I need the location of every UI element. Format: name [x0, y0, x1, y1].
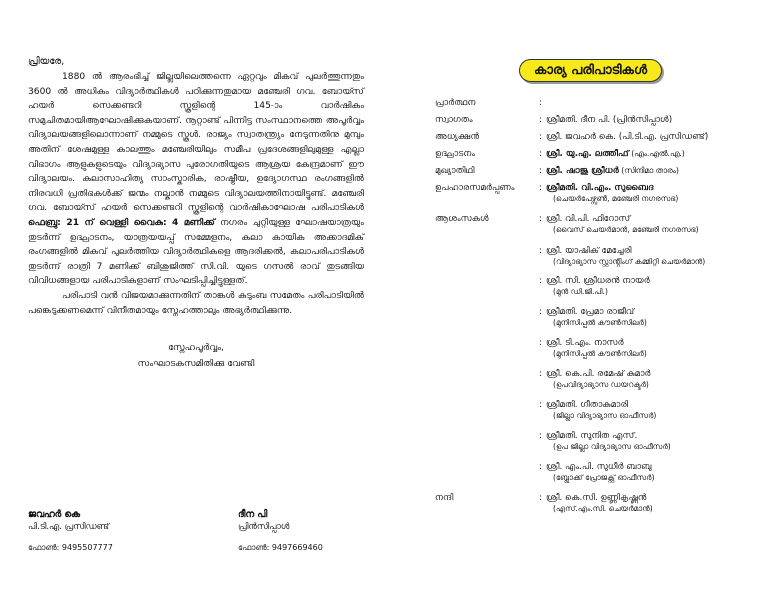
program-colon: : — [539, 98, 542, 108]
program-person-designation: (എസ്.എം.സി. ചെയർമാൻ) — [553, 504, 653, 513]
program-person-designation: (ഉപവിദ്യാഭ്യാസ ഡയറക്ടർ) — [553, 380, 649, 389]
program-person-name: ശ്രീ. ടി.എം. നാസർ — [546, 338, 624, 348]
program-value — [546, 400, 756, 421]
program-person-name: ശ്രീ. എം.പി. സുധീർ ബാബു — [546, 462, 652, 472]
signatory-title: പ്രിൻസിപ്പാൾ — [238, 522, 290, 532]
program-person-designation: (വൈസ് ചെയർമാൻ, മഞ്ചേരി നഗരസഭ) — [553, 225, 699, 234]
program-person-name: ശ്രീമതി. ദീന പി. (പ്രിൻസിപ്പാൾ) — [546, 115, 673, 125]
program-value — [546, 214, 756, 235]
program-role: പ്രാർത്ഥന — [435, 98, 476, 108]
program-value — [546, 183, 756, 204]
program-colon: : — [539, 369, 542, 379]
program-person-name: ശ്രീ. ഷാജു ശ്രീധർ — [546, 166, 619, 176]
program-colon: : — [539, 132, 542, 142]
letter-text-a: 1880 ൽ ആരംഭിച്ച് ജില്ലയിലെത്തന്നെ ഏറ്റവും മികവ് പുലർത്തുന്നതും 3600 ൽ അധികം വിദ്യാർത്ഥികൾ പഠിക്കുന്നതുമായ മഞ്ചേരി ഗവ. ബോയ്സ് ഹയർ സെക്കണ്ടറി സ്കൂളിന്റെ 145-ാം വാർഷികം സമുചിതമായിആഘോഷിക്കുകയാണ്. നൂറ്റാണ്ട് പിന്നിട്ട സംസ്ഥാനത്തെ അപൂർവ്വം വിദ്യാലയങ്ങളിലൊന്നാണ് നമ്മുടെ സ്കൂൾ. രാജ്യം സ്വാതന്ത്ര്യം നേടുന്നതിനു മുമ്പും അതിന് ശേഷമുള്ള കാലത്തും മഞ്ചേരിയിലും സമീപ പ്രദേശങ്ങളിലുമുള്ള എല്ലാ വിഭാഗം ആളുകളുടെയും വിദ്യാഭ്യാസ പുരോഗതിയുടെ ആശ്രയ കേന്ദ്രമാണ് ഈ വിദ്യാലയം. കലാസാഹിത്യ സാംസ്കാരിക, രാഷ്ട്രീയ, ഉദ്യോഗസ്ഥ രംഗങ്ങളിൽ നിരവധി പ്രതിഭകൾക്ക് ജന്മം നല്കാൻ നമ്മുടെ വിദ്യാലയത്തിനായിട്ടുണ്ട്. മഞ്ചേരി ഗവ. ബോയ്സ് ഹയർ സെക്കണ്ടറി സ്കൂളിന്റെ വാർഷികാഘോഷ പരിപാടികൾ — [28, 72, 364, 214]
signatory-2 — [238, 508, 323, 554]
program-value — [546, 338, 756, 359]
program-colon: : — [539, 276, 542, 286]
program-colon: : — [539, 307, 542, 317]
program-value — [546, 369, 756, 390]
program-colon: : — [539, 183, 542, 193]
signoff — [28, 340, 364, 372]
program-person — [546, 183, 756, 193]
program-person — [546, 149, 756, 159]
program-person-name: ശ്രീ. കെ.സി. ഉണ്ണികൃഷ്ണൻ — [546, 493, 647, 503]
letter-paragraph-1 — [28, 70, 364, 289]
program-value — [546, 115, 756, 125]
program-person-designation: (ഉപ ജില്ലാ വിദ്യാഭ്യാസ ഓഫീസർ) — [553, 442, 671, 451]
program-role: നന്ദി — [435, 493, 454, 503]
program-person — [546, 132, 756, 142]
letter-text-b: നഗരം ചുറ്റിയുള്ള ഘോഷയാത്രയും തുടർന്ന് ഉദ്ഘാടനം, യാത്രയയപ്പ് സമ്മേളനം, കലാ കായിക അക്കാദമിക് രംഗങ്ങളിൽ മികവ് പുലർത്തിയ വിദ്യാർത്ഥികളെ ആദരിക്കൽ, കലാപരിപാടികൾ തുടർന്ന് രാത്രി 7 മണിക്ക് ബിശുജിത്ത് സി.വി. യുടെ ഗസൽ രാവ് തുടങ്ങിയ വിവിധങ്ങളായ പരിപാടികളാണ് സംഘടിപ്പിച്ചിട്ടുള്ളത്. — [28, 217, 364, 287]
program-person-name: ശ്രീ. കെ.പി. രമേഷ് കുമാർ — [546, 369, 651, 379]
event-date-highlight: ഫെബ്രു: 21 ന് വെള്ളി വൈകു: 4 മണിക്ക് — [28, 217, 215, 228]
program-person — [546, 246, 756, 256]
program-person — [546, 276, 756, 286]
program-colon: : — [539, 493, 542, 503]
salutation: പ്രിയരേ, — [28, 56, 65, 67]
program-value — [546, 462, 756, 483]
program-person-suffix: (എം.എൽ.എ.) — [628, 149, 685, 158]
signatory-phone: ഫോൺ: 9495507777 — [28, 543, 113, 552]
program-role: ആശംസകൾ — [435, 214, 489, 224]
program-role: മുഖ്യാതിഥി — [435, 166, 475, 176]
program-title-wrap — [519, 59, 662, 82]
program-person-name: ശ്രീ. വി.പി. ഫിറോസ് — [546, 214, 631, 224]
signoff-line-1: സ്നേഹപൂർവ്വം, — [168, 343, 224, 354]
program-person — [546, 214, 756, 224]
program-colon: : — [539, 149, 542, 159]
program-person — [546, 369, 756, 379]
program-colon: : — [539, 214, 542, 224]
program-person-designation: (വിദ്യാഭ്യാസ സ്റ്റാൻ്റിംഗ് കമ്മിറ്റി ചെയർമാൻ) — [553, 257, 706, 266]
program-person-designation: (മുൻ ഡി.ജി.പി.) — [553, 287, 608, 296]
program-colon: : — [539, 166, 542, 176]
invitation-letter — [28, 56, 364, 372]
program-value — [546, 132, 756, 142]
program-person-name: ശ്രീമതി. ഗീതാകുമാരി — [546, 400, 629, 410]
program-role: ഉപഹാരസമർപ്പണം — [435, 183, 515, 193]
signatory-name: ജവഹർ കെ — [28, 509, 80, 520]
signatory-name: ദീന പി — [238, 509, 268, 520]
program-person-name: ശ്രീ. യാഷിക് മേച്ചേരി — [546, 246, 632, 256]
program-person — [546, 493, 756, 503]
program-role: സ്വാഗതം — [435, 115, 473, 125]
program-value — [546, 246, 756, 267]
program-person — [546, 166, 756, 176]
program-person — [546, 115, 756, 125]
signatory-title: പി.ടി.എ. പ്രസിഡണ്ട് — [28, 522, 109, 532]
program-colon: : — [539, 338, 542, 348]
program-person — [546, 307, 756, 317]
program-person-designation: (മുനിസിപ്പൽ കൗൺസിലർ) — [553, 318, 647, 327]
program-colon: : — [539, 115, 542, 125]
program-person-designation: (ബ്ലോക്ക് പ്രോജക്റ്റ് ഓഫീസർ) — [553, 473, 655, 482]
program-colon: : — [539, 462, 542, 472]
program-value — [546, 307, 756, 328]
program-person-name: ശ്രീ. യു.എ. ലത്തീഫ് — [546, 149, 629, 159]
program-colon: : — [539, 400, 542, 410]
program-person — [546, 431, 756, 441]
program-person-name: ശ്രീമതി. പ്രേമാ രാജീവ് — [546, 307, 635, 317]
program-value — [546, 276, 756, 297]
program-person-name: ശ്രീമതി. സുനിത എസ്. — [546, 431, 638, 441]
program-person-suffix: (സിനിമാ താരം) — [618, 166, 679, 175]
program-person-designation: (ജില്ലാ വിദ്യാഭ്യാസ ഓഫീസർ) — [553, 411, 657, 420]
signatory-phone: ഫോൺ: 9497669460 — [238, 543, 323, 552]
program-colon: : — [539, 431, 542, 441]
program-person-name: ശ്രീമതി. വി.എം. സുബൈദ — [546, 183, 654, 193]
program-person — [546, 338, 756, 348]
program-value — [546, 431, 756, 452]
program-value — [546, 166, 756, 176]
program-person — [546, 400, 756, 410]
letter-paragraph-2: പരിപാടി വൻ വിജയമാക്കുന്നതിന് താങ്കൾ കുടുംബ സമേതം പരിപാടിയിൽ പങ്കെടുക്കണമെന്ന് വിനീതമായും സ്നേഹത്താലും അഭ്യർത്ഥിക്കുന്നു. — [28, 290, 364, 316]
program-role: അധ്യക്ഷൻ — [435, 132, 480, 142]
program-person-name: ശ്രീ. ജവഹർ കെ. (പി.ടി.എ. പ്രസിഡണ്ട്) — [546, 132, 709, 142]
program-person — [546, 462, 756, 472]
program-person-designation: (മുനിസിപ്പൽ കൗൺസിലർ) — [553, 349, 647, 358]
signoff-line-2: സംഘാടകസമിതിക്കു വേണ്ടി — [137, 359, 255, 370]
program-role: ഉദ്ഘാടനം — [435, 149, 476, 159]
program-person-name: ശ്രീ. സി. ശ്രീധരൻ നായർ — [546, 276, 650, 286]
program-title: കാര്യ പരിപാടികൾ — [519, 59, 662, 82]
program-value — [546, 149, 756, 159]
program-value — [546, 493, 756, 514]
program-person-designation: (ചെയർപേഴ്സൺ, മഞ്ചേരി നഗരസഭ) — [553, 194, 679, 203]
program-colon: : — [539, 246, 542, 256]
signatory-1 — [28, 508, 113, 554]
